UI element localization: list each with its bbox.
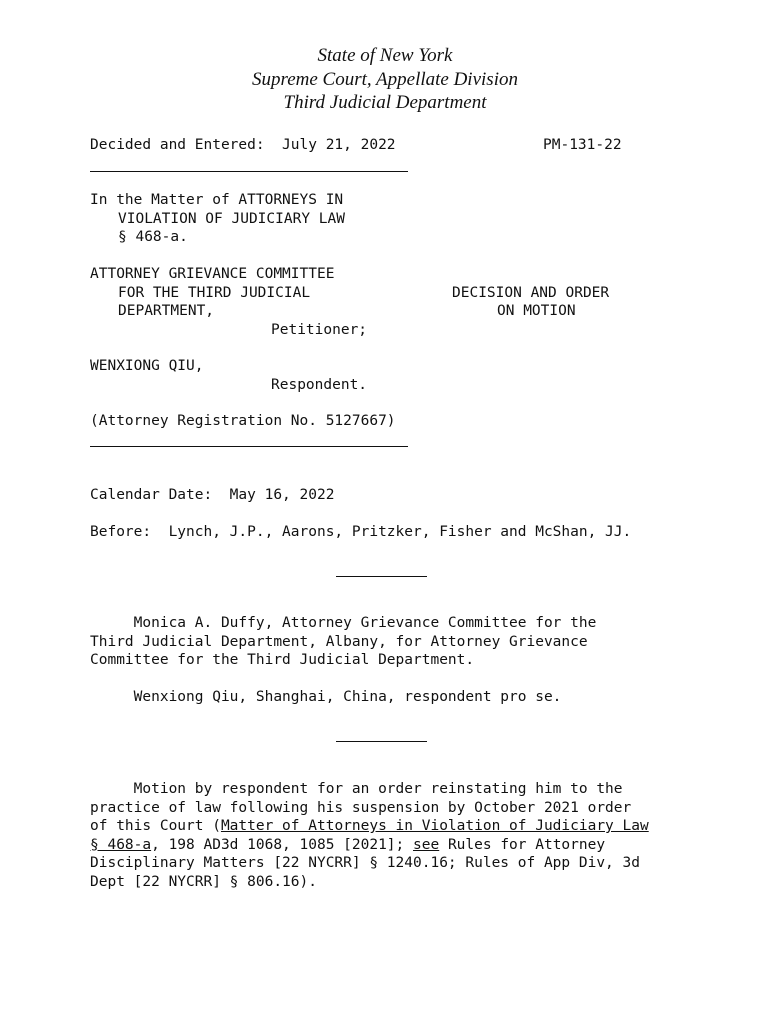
case-citation-link: Matter of Attorneys in Violation of Judiciary Law	[220, 818, 649, 834]
docket-number: PM-131-22	[543, 137, 622, 153]
caption-bottom-rule	[90, 446, 408, 447]
attorney-registration: (Attorney Registration No. 5127667)	[90, 413, 396, 429]
court-name: Supreme Court, Appellate Division	[252, 68, 518, 90]
section-divider-1	[336, 576, 427, 577]
body-text: of this Court (	[90, 818, 221, 834]
body-line-2: practice of law following his suspension by October 2021 order	[90, 799, 632, 816]
matter-line-2: VIOLATION OF JUDICIARY LAW	[118, 210, 345, 227]
court-header	[0, 44, 770, 115]
body-text: Rules for Attorney	[439, 836, 606, 853]
appearance-petitioner-line-1: Monica A. Duffy, Attorney Grievance Committee for the	[90, 615, 597, 631]
petitioner-line-3: DEPARTMENT,	[118, 303, 215, 319]
appearance-petitioner-line-2: Third Judicial Department, Albany, for Attorney Grievance	[90, 633, 588, 650]
body-line-4	[90, 836, 605, 855]
matter-line-1: In the Matter of ATTORNEYS IN	[90, 192, 344, 208]
petitioner-line-2: FOR THE THIRD JUDICIAL	[118, 284, 311, 301]
body-line-6: Dept [22 NYCRR] § 806.16).	[90, 873, 317, 890]
body-line-5: Disciplinary Matters [22 NYCRR] § 1240.16; Rules of App Div, 3d	[90, 855, 640, 871]
calendar-date: Calendar Date: May 16, 2022	[90, 487, 335, 503]
see-signal: see	[413, 836, 440, 853]
decided-date: Decided and Entered: July 21, 2022	[90, 137, 396, 153]
court-department: Third Judicial Department	[283, 92, 487, 113]
petitioner-line-1: ATTORNEY GRIEVANCE COMMITTEE	[90, 266, 335, 282]
body-line-1: Motion by respondent for an order reinstating him to the	[90, 781, 623, 797]
body-line-3	[90, 817, 649, 836]
document-type-line-1: DECISION AND ORDER	[452, 284, 610, 301]
court-state: State of New York	[317, 45, 453, 66]
appearance-respondent: Wenxiong Qiu, Shanghai, China, respondent pro se.	[90, 689, 562, 705]
respondent-name: WENXIONG QIU,	[90, 358, 204, 374]
body-text: , 198 AD3d 1068, 1085 [2021];	[151, 836, 414, 853]
section-divider-2	[336, 741, 427, 742]
bench-panel: Before: Lynch, J.P., Aarons, Pritzker, Fisher and McShan, JJ.	[90, 524, 632, 540]
case-citation-section: § 468-a	[90, 836, 152, 853]
document-type-line-2: ON MOTION	[497, 303, 576, 319]
respondent-role: Respondent.	[271, 376, 368, 393]
petitioner-role: Petitioner;	[271, 321, 368, 338]
appearance-petitioner-line-3: Committee for the Third Judicial Department.	[90, 652, 475, 668]
caption-top-rule	[90, 171, 408, 172]
matter-line-3: § 468-a.	[118, 229, 188, 245]
